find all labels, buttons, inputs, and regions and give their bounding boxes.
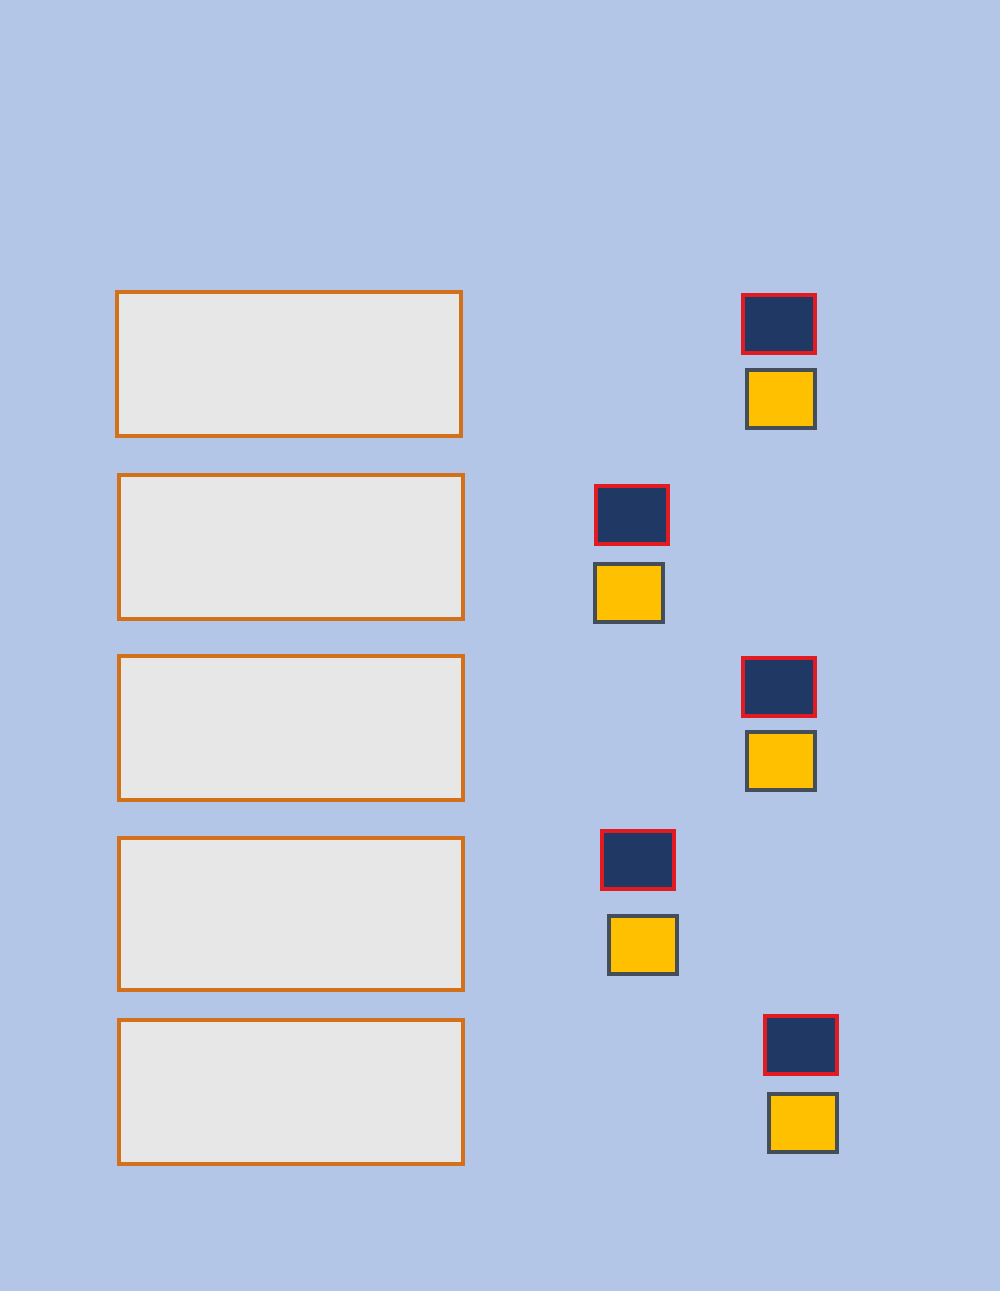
page-title — [0, 96, 1000, 138]
si-button[interactable] — [607, 914, 679, 976]
no-button[interactable] — [594, 484, 670, 546]
si-button[interactable] — [767, 1092, 839, 1154]
no-button[interactable] — [763, 1014, 839, 1076]
no-button[interactable] — [741, 293, 817, 355]
text-card — [117, 836, 465, 992]
si-button[interactable] — [745, 730, 817, 792]
text-card — [115, 290, 463, 438]
text-card — [117, 1018, 465, 1166]
text-card — [117, 473, 465, 621]
si-button[interactable] — [745, 368, 817, 430]
no-button[interactable] — [741, 656, 817, 718]
text-card — [117, 654, 465, 802]
si-button[interactable] — [593, 562, 665, 624]
no-button[interactable] — [600, 829, 676, 891]
